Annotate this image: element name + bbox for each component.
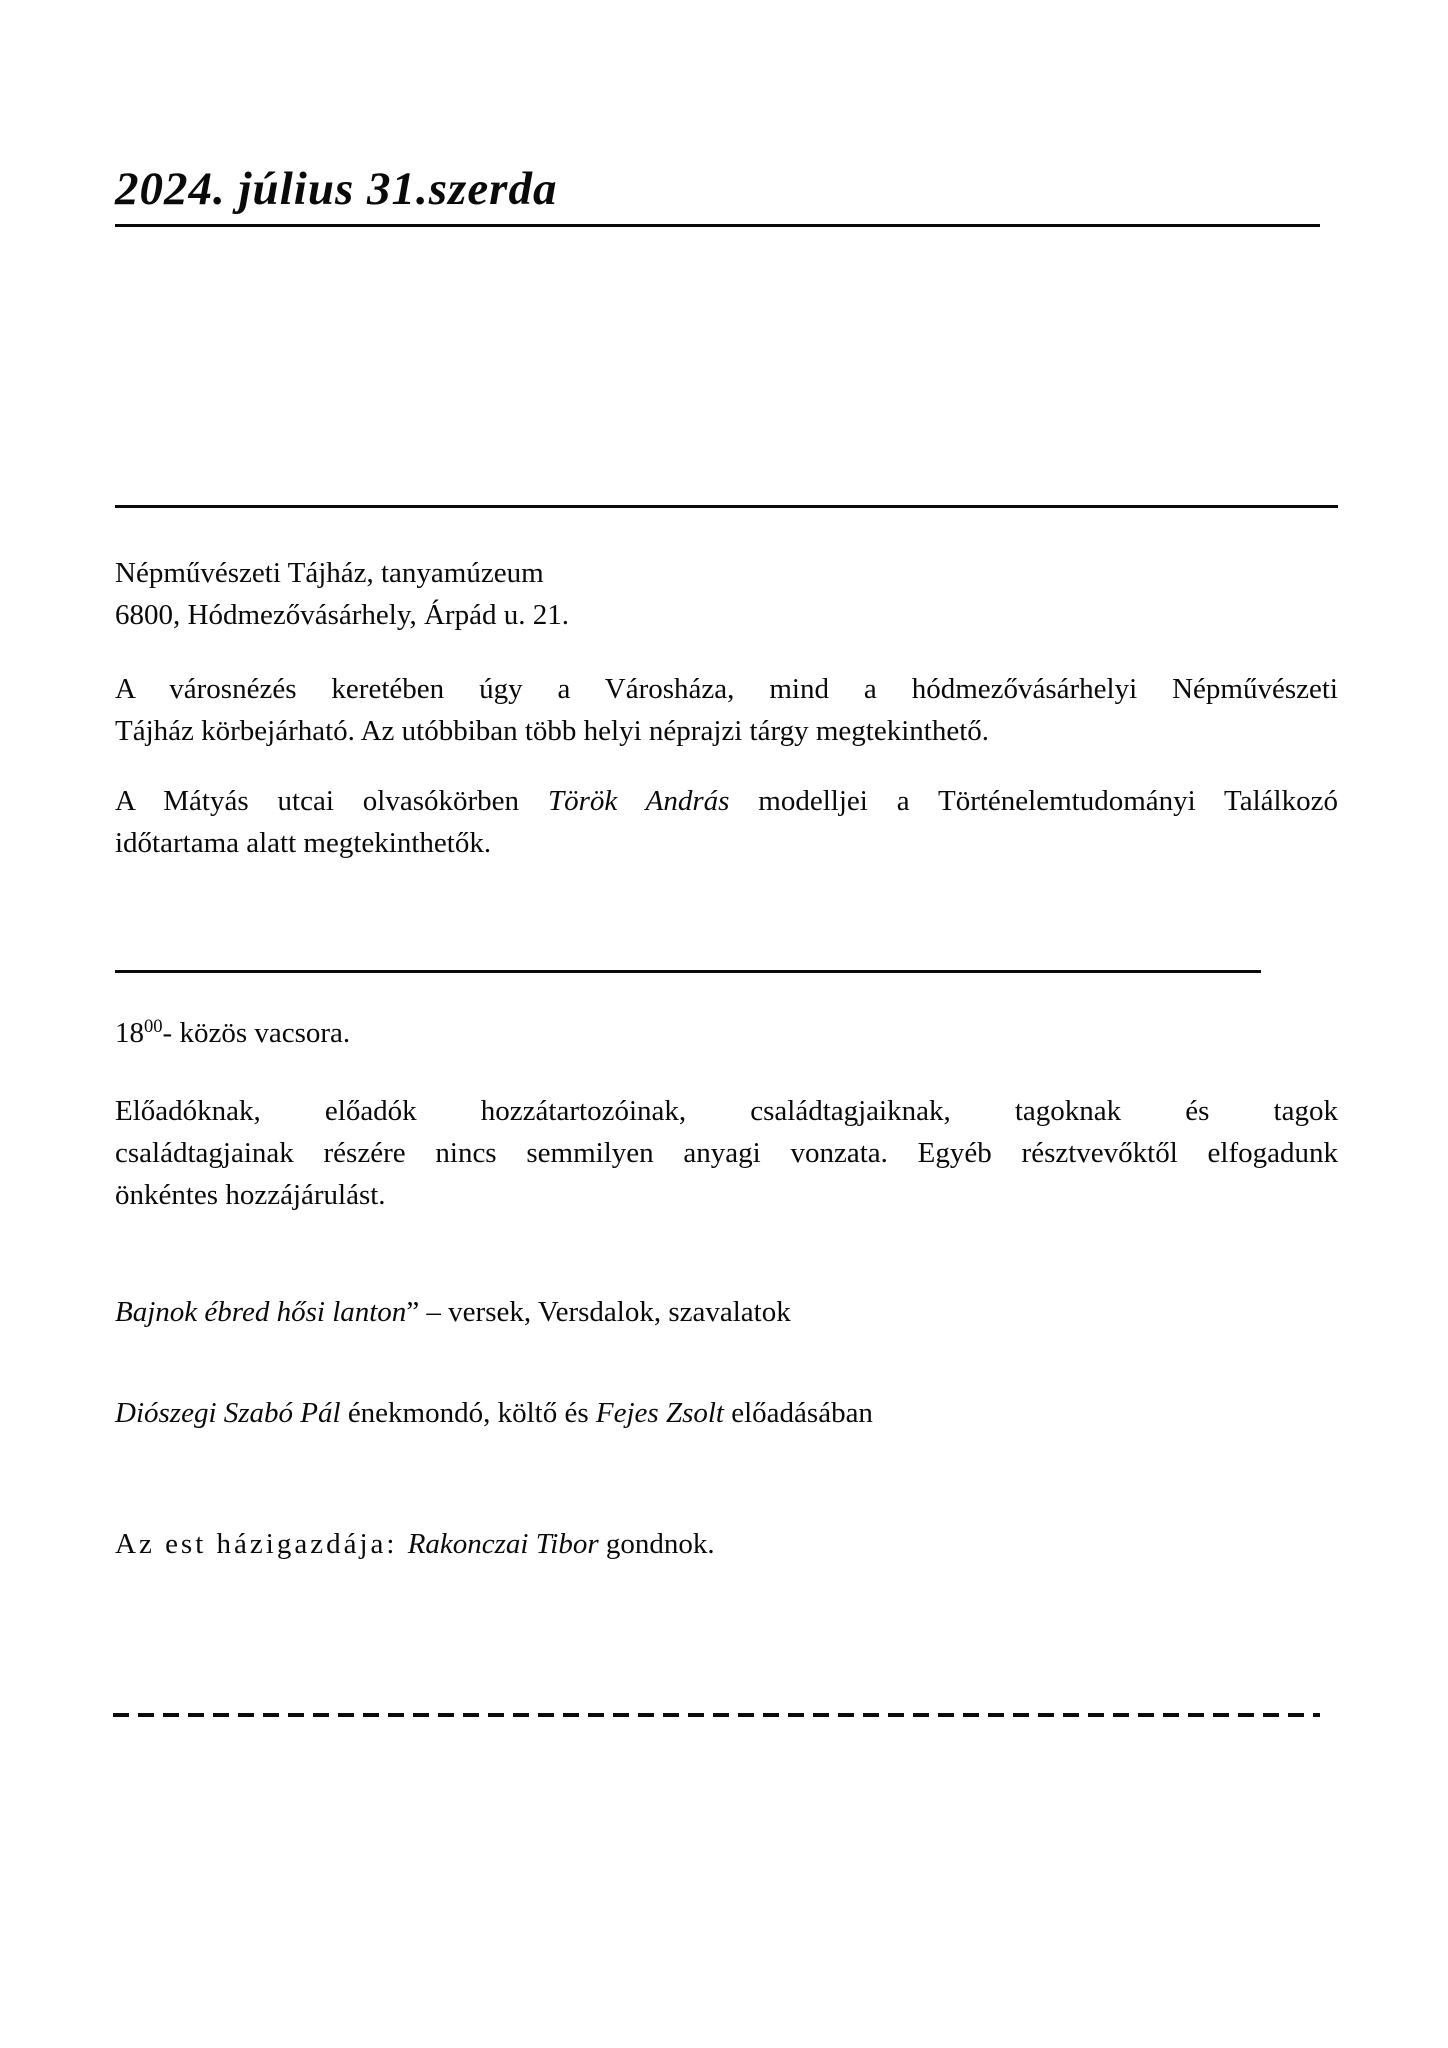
text-segment: modelljei a Történelemtudományi Találkozó	[729, 785, 1338, 817]
text-segment: Az est házigazdája:	[115, 1528, 408, 1560]
text-segment: - közös vacsora.	[162, 1017, 351, 1049]
paragraph-line: A városnézés keretében úgy a Városháza, mind a hódmezővásárhelyi Népművészeti	[115, 673, 1338, 705]
top-divider-rule	[115, 224, 1320, 227]
text-segment: ” – versek, Versdalok, szavalatok	[406, 1296, 791, 1328]
text-segment: 18	[115, 1017, 144, 1049]
venue-address-line: 6800, Hódmezővásárhely, Árpád u. 21.	[115, 599, 569, 631]
paragraph-line	[115, 780, 1338, 822]
city-tour-paragraph	[115, 668, 1338, 752]
text-segment: Török András	[547, 785, 730, 817]
section-divider-rule-1	[115, 505, 1338, 508]
bottom-dashed-rule	[113, 1713, 1320, 1717]
paragraph-line: családtagjainak részére nincs semmilyen anyagi vonzata. Egyéb résztvevőktől elfogadunk	[115, 1137, 1338, 1169]
venue-block	[115, 552, 1338, 636]
fees-paragraph	[115, 1090, 1338, 1216]
text-segment: 00	[144, 1015, 163, 1037]
paragraph-line: Előadóknak, előadók hozzátartozóinak, családtagjaiknak, tagoknak és tagok	[115, 1095, 1338, 1127]
performers-line	[115, 1392, 1338, 1434]
paragraph-line: önkéntes hozzájárulást.	[115, 1179, 386, 1211]
text-segment: gondnok.	[598, 1528, 715, 1560]
text-segment: Diószegi Szabó Pál	[115, 1397, 341, 1429]
reading-circle-paragraph	[115, 780, 1338, 864]
host-line	[115, 1523, 1338, 1565]
performance-title-line	[115, 1291, 1338, 1333]
text-segment: énekmondó, költő és	[340, 1397, 596, 1429]
paragraph-line: Tájház körbejárható. Az utóbbiban több helyi néprajzi tárgy megtekinthető.	[115, 715, 990, 747]
section-divider-rule-2	[115, 970, 1261, 973]
text-segment: előadásában	[723, 1397, 873, 1429]
text-segment: A Mátyás utcai olvasókörben	[115, 785, 548, 817]
date-heading: 2024. július 31.szerda	[115, 163, 558, 216]
venue-name-line: Népművészeti Tájház, tanyamúzeum	[115, 557, 544, 589]
text-segment: Bajnok ébred hősi lanton	[115, 1296, 407, 1328]
dinner-time-line	[115, 1012, 1338, 1054]
paragraph-line: időtartama alatt megtekinthetők.	[115, 827, 492, 859]
text-segment: Rakonczai Tibor	[407, 1528, 599, 1560]
text-segment: Fejes Zsolt	[595, 1397, 724, 1429]
